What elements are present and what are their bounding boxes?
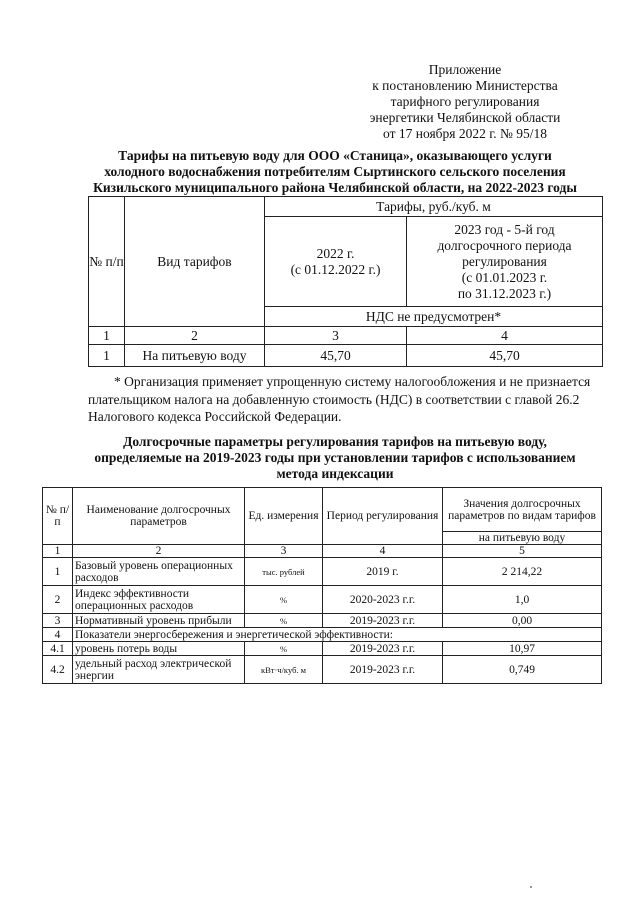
footnote-line: * Организация применяет упрощенную систему налогообложения и не признается [114,374,591,389]
row-kind: На питьевую воду [125,345,265,367]
header-2023-line: 2023 год - 5-й год [454,221,555,237]
row-num: 4 [43,628,73,642]
row-name: уровень потерь воды [73,642,245,656]
footnote-line: Налогового кодекса Российской Федерации. [88,409,342,424]
row-value: 1,0 [443,586,602,614]
index-cell: 3 [245,545,323,558]
table-row [43,586,602,614]
title-line: холодного водоснабжения потребителям Сыртинского сельского поселения [104,164,566,179]
table-row [43,628,602,642]
row-num: 1 [89,345,125,367]
index-cell: 4 [407,327,603,345]
header-num: № п/п [43,488,73,545]
row-value-2023: 45,70 [407,345,603,367]
row-num: 4.2 [43,656,73,684]
table-row [43,642,602,656]
table-row [43,558,602,586]
title-line: Тарифы на питьевую воду для ООО «Станица», оказывающего услуги [118,148,552,163]
appendix-line: Приложение [428,62,502,77]
index-cell: 1 [43,545,73,558]
row-value: 0,00 [443,614,602,628]
table-row [43,614,602,628]
parameters-table [42,487,602,684]
row-period: 2019-2023 г.г. [323,642,443,656]
table-row [43,656,602,684]
row-name: удельный расход электрической энергии [73,656,245,684]
row-num: 1 [43,558,73,586]
row-unit: кВт·ч/куб. м [245,656,323,684]
title-line: Кизильского муниципального района Челябинской области, на 2022-2023 годы [93,180,577,195]
index-cell: 1 [89,327,125,345]
header-kind: Вид тарифов [125,197,265,327]
header-vat: НДС не предусмотрен* [265,307,603,327]
index-cell: 2 [125,327,265,345]
appendix-line: тарифного регулирования [390,94,540,109]
row-period: 2020-2023 г.г. [323,586,443,614]
row-unit: тыс. рублей [245,558,323,586]
header-2022-line: (с 01.12.2022 г.) [290,261,381,277]
header-2023-line: регулирования [462,253,547,269]
tariff-title [70,148,600,196]
row-value: 2 214,22 [443,558,602,586]
row-value: 0,749 [443,656,602,684]
header-2023 [407,217,603,307]
row-num: 3 [43,614,73,628]
row-value: 10,97 [443,642,602,656]
row-name: Индекс эффективности операционных расходов [73,586,245,614]
header-period: Период регулирования [323,488,443,545]
appendix-line: энергетики Челябинской области [369,110,561,125]
appendix-line: от 17 ноября 2022 г. № 95/18 [383,126,547,141]
header-2022-line: 2022 г. [316,245,355,261]
row-name: Нормативный уровень прибыли [73,614,245,628]
title-line: определяемые на 2019-2023 годы при установлении тарифов с использованием [94,450,576,465]
header-2023-line: долгосрочного периода [437,237,572,253]
header-2022 [265,217,407,307]
row-unit: % [245,586,323,614]
header-2023-line: (с 01.01.2023 г. [461,269,548,285]
footnote-line: плательщиком налога на добавленную стоимость (НДС) в соответствии с главой 26.2 [88,391,580,407]
header-water: на питьевую воду [443,532,602,545]
row-unit: % [245,614,323,628]
table-row [89,345,603,367]
parameters-title [70,434,600,482]
index-cell: 4 [323,545,443,558]
index-cell: 5 [443,545,602,558]
header-2023-line: по 31.12.2023 г.) [457,285,552,301]
scan-speck [530,886,532,888]
header-tariffs: Тарифы, руб./куб. м [265,197,603,217]
appendix-line: к постановлению Министерства [372,78,558,93]
row-name: Базовый уровень операционных расходов [73,558,245,586]
title-line: Долгосрочные параметры регулирования тарифов на питьевую воду, [123,434,547,449]
title-line: метода индексации [276,466,394,481]
index-cell: 2 [73,545,245,558]
row-value-2022: 45,70 [265,345,407,367]
row-num: 2 [43,586,73,614]
row-num: 4.1 [43,642,73,656]
header-unit: Ед. измерения [245,488,323,545]
index-cell: 3 [265,327,407,345]
vat-footnote [88,373,602,426]
row-period: 2019 г. [323,558,443,586]
row-period: 2019-2023 г.г. [323,614,443,628]
header-name: Наименование долгосрочных параметров [73,488,245,545]
row-period: 2019-2023 г.г. [323,656,443,684]
appendix-block [330,62,600,142]
header-values: Значения долгосрочных параметров по видам тарифов [443,488,602,532]
row-name: Показатели энергосбережения и энергетической эффективности: [73,628,602,642]
row-unit: % [245,642,323,656]
header-num: № п/п [89,197,125,327]
tariff-table [88,196,603,367]
